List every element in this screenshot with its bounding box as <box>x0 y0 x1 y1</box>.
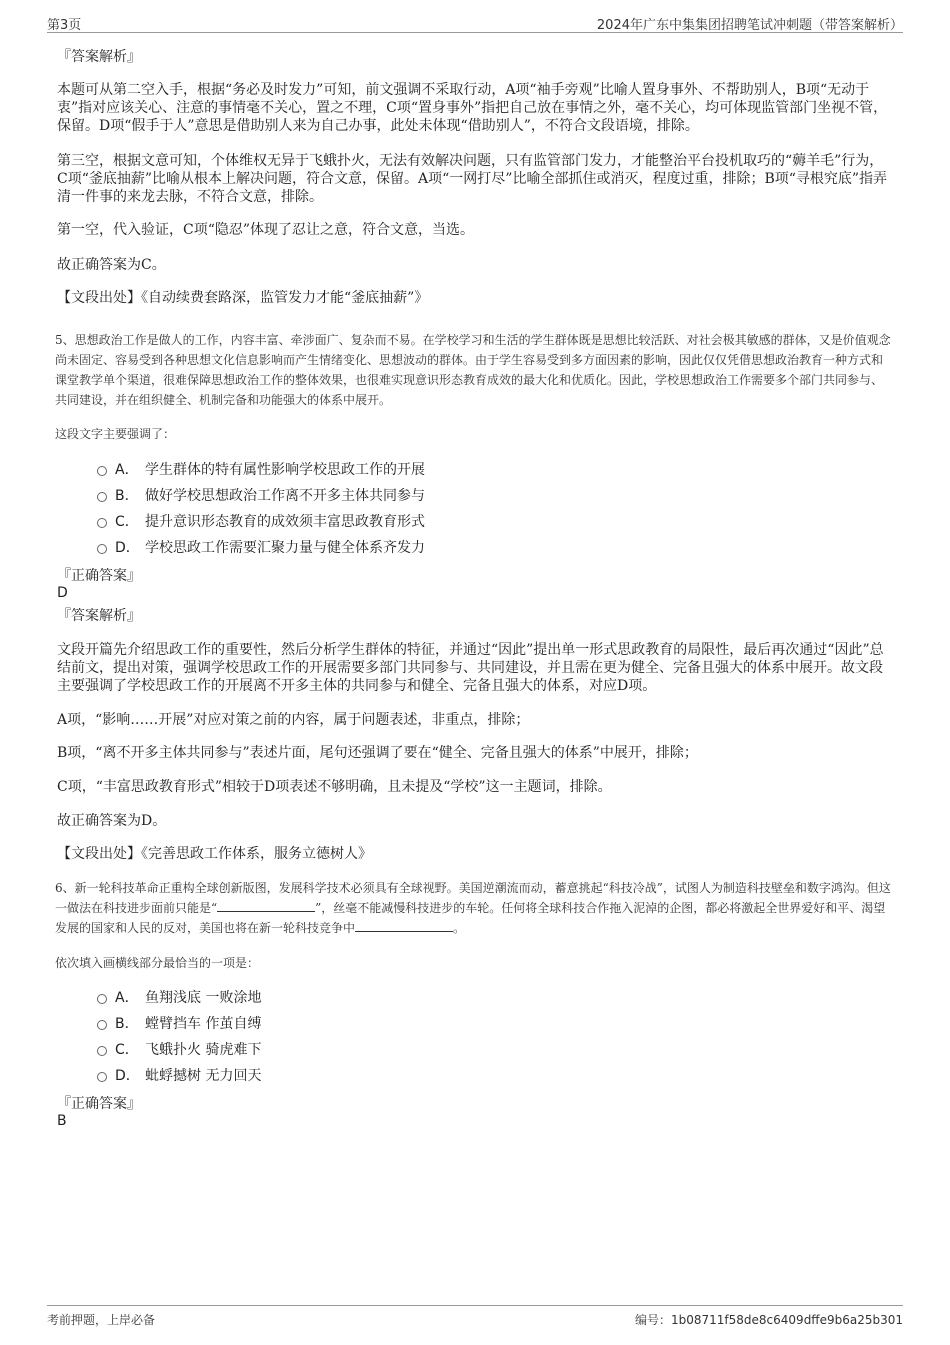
q6-blank-2 <box>355 919 453 932</box>
radio-icon[interactable] <box>97 1072 107 1082</box>
q5-analysis-p1: 文段开篇先介绍思政工作的重要性，然后分析学生群体的特征，并通过“因此”提出单一形式思政教育的局限性，最后再次通过“因此”总结前文，提出对策，强调学校思政工作的开展需要多部门共同参与、共同建设，并且需在更为健全、完备且强大的体系中展开。故文段主要强调了学校思政工作的开展离不开多主体的共同参与和健全、完备且强大的体系，对应D项。 <box>57 642 884 694</box>
q5-option-b[interactable]: B． 做好学校思想政治工作离不开多主体共同参与 <box>97 487 425 505</box>
document-id: 编号：1b08711f58de8c6409dffe9b6a25b301 <box>635 1313 903 1327</box>
q5-option-d[interactable]: D． 学校思政工作需要汇聚力量与健全体系齐发力 <box>97 539 425 557</box>
q5-prompt: 这段文字主要强调了： <box>55 427 176 441</box>
radio-icon[interactable] <box>97 466 107 476</box>
q6-blank-1 <box>217 899 315 912</box>
q5-analysis-b: B项，“离不开多主体共同参与”表述片面，尾句还强调了要在“健全、完备且强大的体系”中展开，排除； <box>57 745 698 761</box>
q5-conclusion: 故正确答案为D。 <box>57 813 167 829</box>
radio-icon[interactable] <box>97 544 107 554</box>
q5-answer-label: 『正确答案』 <box>57 568 141 584</box>
q4-source: 【文段出处】《自动续费套路深，监管发力才能“釜底抽薪”》 <box>57 290 429 306</box>
q6-answer: B <box>57 1113 67 1129</box>
radio-icon[interactable] <box>97 518 107 528</box>
q4-analysis-p1: 本题可从第二空入手，根据“务必及时发力”可知，前文强调不采取行动，A项“袖手旁观”比喻人置身事外、不帮助别人，B项“无动于衷”指对应该关心、注意的事情毫不关心，置之不理，C项“置身事外”指把自己放在事情之外，毫不关心，均可体现监管部门坐视不管，保留。D项“假手于人”意思是借助别人来为自己办事，此处未体现“借助别人”，不符合文段语境，排除。 <box>57 82 888 134</box>
radio-icon[interactable] <box>97 492 107 502</box>
q4-conclusion: 故正确答案为C。 <box>57 257 166 273</box>
q5-analysis-c: C项，“丰富思政教育形式”相较于D项表述不够明确，且未提及“学校”这一主题词，排除。 <box>57 779 612 795</box>
radio-icon[interactable] <box>97 994 107 1004</box>
q6-answer-label: 『正确答案』 <box>57 1096 141 1112</box>
q5-source: 【文段出处】《完善思政工作体系，服务立德树人》 <box>57 846 372 862</box>
radio-icon[interactable] <box>97 1046 107 1056</box>
q6-option-a[interactable]: A． 鱼翔浅底 一败涂地 <box>97 989 261 1007</box>
q5-stem: 5、思想政治工作是做人的工作，内容丰富、牵涉面广、复杂而不易。在学校学习和生活的学生群体既是思想比较活跃、对社会极其敏感的群体，又是价值观念尚未固定、容易受到各种思想文化信息影响而产生情绪变化、思想波动的群体。由于学生容易受到多方面因素的影响，因此仅仅凭借思想政治教育一种方式和课堂教学单个渠道，很难保障思想政治工作的整体效果，也很难实现意识形态教育成效的最大化和优质化。因此，学校思想政治工作需要多个部门共同参与、共同建设，并在组织健全、机制完备和功能强大的体系中展开。 <box>55 333 891 407</box>
q6-prompt: 依次填入画横线部分最恰当的一项是： <box>55 956 260 970</box>
page-footer <box>47 1305 903 1326</box>
q6-option-d[interactable]: D． 蚍蜉撼树 无力回天 <box>97 1067 261 1085</box>
q5-answer: D <box>57 585 68 601</box>
q6-stem: 6、新一轮科技革命正重构全球创新版图，发展科学技术必须具有全球视野。美国逆潮流而动，蓄意挑起“科技冷战”，试图人为制造科技壁垒和数字鸿沟。但这一做法在科技进步面前只能是“ ”，丝毫不能减慢科技进步的车轮。任何将全球科技合作拖入泥淖的企图，都必将激起全世界爱好和平、渴望发展的国家和人民的反对，美国也将在新一轮科技竞争中 。 <box>55 881 891 935</box>
q5-analysis-a: A项，“影响……开展”对应对策之前的内容，属于问题表述，非重点，排除； <box>57 712 530 728</box>
q4-analysis-p2: 第三空，根据文意可知，个体维权无异于飞蛾扑火，无法有效解决问题，只有监管部门发力，才能整治平台投机取巧的“薅羊毛”行为，C项“釜底抽薪”比喻从根本上解决问题，符合文意，保留。A项“一网打尽”比喻全部抓住或消灭，程度过重，排除；B项“寻根究底”指弄清一件事的来龙去脉，不符合文意，排除。 <box>57 153 888 205</box>
q6-option-c[interactable]: C． 飞蛾扑火 骑虎难下 <box>97 1041 261 1059</box>
page-header <box>47 12 903 33</box>
page-number: 第3页 <box>47 18 82 33</box>
q5-option-c[interactable]: C． 提升意识形态教育的成效须丰富思政教育形式 <box>97 513 425 531</box>
q5-analysis-label: 『答案解析』 <box>57 608 141 624</box>
footer-slogan: 考前押题，上岸必备 <box>47 1313 156 1327</box>
q4-analysis-p3: 第一空，代入验证，C项“隐忍”体现了忍让之意，符合文意，当选。 <box>57 222 475 238</box>
document-title: 2024年广东中集集团招聘笔试冲刺题（带答案解析） <box>596 18 903 33</box>
q4-analysis-label: 『答案解析』 <box>57 49 141 65</box>
q5-option-a[interactable]: A． 学生群体的特有属性影响学校思政工作的开展 <box>97 461 425 479</box>
radio-icon[interactable] <box>97 1020 107 1030</box>
q6-option-b[interactable]: B． 螳臂挡车 作茧自缚 <box>97 1015 261 1033</box>
